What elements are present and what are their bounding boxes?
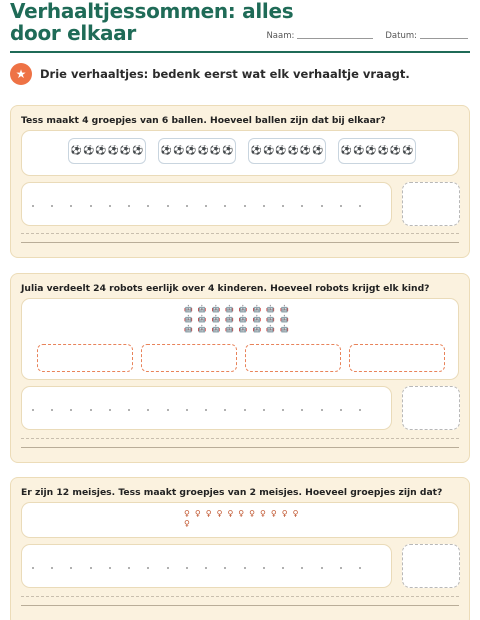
guide-dot [301, 409, 303, 411]
ball-group [68, 138, 146, 164]
star-icon: ★ [10, 63, 32, 85]
problem-1-visual [21, 130, 459, 176]
guide-dot [128, 567, 130, 569]
ball-icon: ⚽ [119, 146, 131, 156]
name-label: Naam: [266, 31, 295, 41]
date-field[interactable] [385, 31, 468, 41]
guide-dot [282, 567, 284, 569]
robot-icon: 🤖 [238, 325, 248, 333]
girl-icon: ♀ [249, 509, 256, 518]
ball-group [338, 138, 416, 164]
guide-dot [224, 205, 226, 207]
name-line[interactable] [297, 38, 373, 39]
guide-dot [147, 205, 149, 207]
dotted-guide [32, 409, 361, 411]
problem-1-answer-box[interactable] [402, 182, 460, 226]
robot-icon: 🤖 [184, 305, 193, 313]
robot-icon: 🤖 [197, 315, 207, 323]
guide-dot [205, 409, 207, 411]
guide-dot [32, 567, 34, 569]
guide-dot [263, 567, 265, 569]
guide-dot [70, 205, 72, 207]
guide-dot [359, 409, 361, 411]
guide-dot [70, 409, 72, 411]
guide-dot [51, 205, 53, 207]
guide-dot [282, 205, 284, 207]
guide-dot [321, 567, 323, 569]
writing-line-dashed [21, 596, 459, 597]
robot-icon: 🤖 [280, 305, 289, 313]
guide-dot [90, 205, 92, 207]
writing-line-solid [21, 605, 459, 606]
guide-dot [186, 205, 188, 207]
girl-icon: ♀ [238, 509, 245, 518]
guide-dot [186, 409, 188, 411]
robot-icon: 🤖 [238, 305, 248, 313]
problem-2-work-area[interactable] [21, 386, 392, 430]
ball-icon: ⚽ [250, 146, 263, 156]
ball-icon: ⚽ [197, 146, 209, 156]
guide-dot [32, 409, 34, 411]
writing-line-dashed [21, 233, 459, 234]
ball-icon: ⚽ [83, 146, 95, 156]
ball-icon: ⚽ [70, 146, 83, 156]
writing-line-dashed [21, 438, 459, 439]
title-line-1: Verhaaltjessommen: alles [10, 0, 294, 23]
robot-icon: 🤖 [225, 315, 234, 323]
ball-icon: ⚽ [401, 146, 414, 156]
girl-icon: ♀ [260, 509, 266, 518]
ball-icon: ⚽ [353, 146, 365, 156]
girl-icon: ♀ [292, 509, 299, 518]
guide-dot [244, 409, 246, 411]
robot-icon: 🤖 [280, 315, 289, 323]
instruction [10, 63, 410, 85]
problem-3-work-area[interactable] [21, 544, 392, 588]
problem-3-answer-box[interactable] [402, 544, 460, 588]
girl-icon: ♀ [270, 509, 277, 518]
problem-3-question: Er zijn 12 meisjes. Tess maakt groepjes van 2 meisjes. Hoeveel groepjes zijn dat? [21, 487, 443, 498]
robot-icon: 🤖 [266, 325, 276, 333]
robot-icon: 🤖 [197, 305, 207, 313]
guide-dot [340, 409, 342, 411]
ball-icon: ⚽ [340, 146, 353, 156]
ball-icon: ⚽ [160, 146, 173, 156]
guide-dot [90, 567, 92, 569]
share-boxes [37, 344, 445, 372]
problem-2-answer-box[interactable] [402, 386, 460, 430]
girl-icon: ♀ [281, 509, 288, 518]
ball-group [248, 138, 326, 164]
guide-dot [301, 567, 303, 569]
share-box[interactable] [245, 344, 341, 372]
guide-dot [109, 205, 111, 207]
header-divider [10, 51, 470, 53]
guide-dot [263, 409, 265, 411]
robot-icon: 🤖 [225, 305, 234, 313]
ball-icon: ⚽ [263, 146, 275, 156]
girl-icon: ♀ [227, 509, 234, 518]
girl-icon: ♀ [184, 519, 190, 528]
guide-dot [224, 409, 226, 411]
robot-icon: 🤖 [266, 315, 276, 323]
ball-group [158, 138, 236, 164]
guide-dot [51, 409, 53, 411]
ball-icon: ⚽ [365, 146, 377, 156]
robot-icon: 🤖 [252, 315, 262, 323]
guide-dot [244, 205, 246, 207]
guide-dot [205, 205, 207, 207]
name-field[interactable] [266, 31, 373, 41]
robot-icon: 🤖 [184, 315, 193, 323]
ball-icon: ⚽ [107, 146, 119, 156]
guide-dot [167, 567, 169, 569]
name-date-fields [266, 31, 468, 41]
guide-dot [90, 409, 92, 411]
guide-dot [147, 409, 149, 411]
dotted-guide [32, 205, 361, 207]
guide-dot [167, 205, 169, 207]
guide-dot [263, 205, 265, 207]
guide-dot [301, 205, 303, 207]
share-box[interactable] [141, 344, 237, 372]
guide-dot [321, 409, 323, 411]
writing-line-solid [21, 242, 459, 243]
girl-collection [184, 509, 304, 528]
worksheet-header [10, 0, 470, 53]
problem-card-3 [10, 477, 470, 620]
instruction-text: Drie verhaaltjes: bedenk eerst wat elk verhaaltje vraagt. [40, 67, 410, 81]
guide-dot [32, 205, 34, 207]
girl-icon: ♀ [205, 509, 212, 518]
problem-2-visual [21, 298, 459, 380]
guide-dot [282, 409, 284, 411]
writing-line-solid [21, 447, 459, 448]
ball-icon: ⚽ [95, 146, 107, 156]
robot-icon: 🤖 [225, 325, 234, 333]
problem-card-1 [10, 105, 470, 258]
guide-dot [244, 567, 246, 569]
robot-collection [184, 305, 294, 333]
guide-dot [70, 567, 72, 569]
ball-groups [68, 138, 416, 164]
guide-dot [167, 409, 169, 411]
robot-icon: 🤖 [280, 325, 289, 333]
ball-icon: ⚽ [287, 146, 299, 156]
guide-dot [51, 567, 53, 569]
guide-dot [128, 205, 130, 207]
ball-icon: ⚽ [377, 146, 389, 156]
girl-icon: ♀ [194, 509, 201, 518]
guide-dot [205, 567, 207, 569]
problem-card-2 [10, 273, 470, 463]
guide-dot [340, 205, 342, 207]
robot-icon: 🤖 [211, 325, 221, 333]
guide-dot [186, 567, 188, 569]
share-box[interactable] [37, 344, 133, 372]
guide-dot [109, 567, 111, 569]
ball-icon: ⚽ [185, 146, 197, 156]
ball-icon: ⚽ [131, 146, 144, 156]
problem-1-work-area[interactable] [21, 182, 392, 226]
guide-dot [340, 567, 342, 569]
title-line-2: door elkaar [10, 21, 136, 45]
robot-icon: 🤖 [238, 315, 248, 323]
robot-icon: 🤖 [211, 305, 221, 313]
ball-icon: ⚽ [221, 146, 234, 156]
date-label: Datum: [385, 31, 417, 41]
robot-icon: 🤖 [197, 325, 207, 333]
ball-icon: ⚽ [311, 146, 324, 156]
robot-icon: 🤖 [252, 305, 262, 313]
girl-icon: ♀ [216, 509, 223, 518]
girl-icon: ♀ [184, 509, 190, 518]
robot-icon: 🤖 [252, 325, 262, 333]
ball-icon: ⚽ [389, 146, 401, 156]
guide-dot [359, 205, 361, 207]
guide-dot [109, 409, 111, 411]
guide-dot [147, 567, 149, 569]
problem-2-question: Julia verdeelt 24 robots eerlijk over 4 kinderen. Hoeveel robots krijgt elk kind? [21, 283, 430, 294]
guide-dot [128, 409, 130, 411]
robot-icon: 🤖 [184, 325, 193, 333]
share-box[interactable] [349, 344, 445, 372]
guide-dot [224, 567, 226, 569]
guide-dot [321, 205, 323, 207]
ball-icon: ⚽ [299, 146, 311, 156]
robot-icon: 🤖 [266, 305, 276, 313]
ball-icon: ⚽ [275, 146, 287, 156]
dotted-guide [32, 567, 361, 569]
problem-1-question: Tess maakt 4 groepjes van 6 ballen. Hoeveel ballen zijn dat bij elkaar? [21, 115, 386, 126]
guide-dot [359, 567, 361, 569]
ball-icon: ⚽ [209, 146, 221, 156]
robot-icon: 🤖 [211, 315, 221, 323]
ball-icon: ⚽ [173, 146, 185, 156]
problem-3-visual [21, 502, 459, 538]
date-line[interactable] [420, 38, 468, 39]
